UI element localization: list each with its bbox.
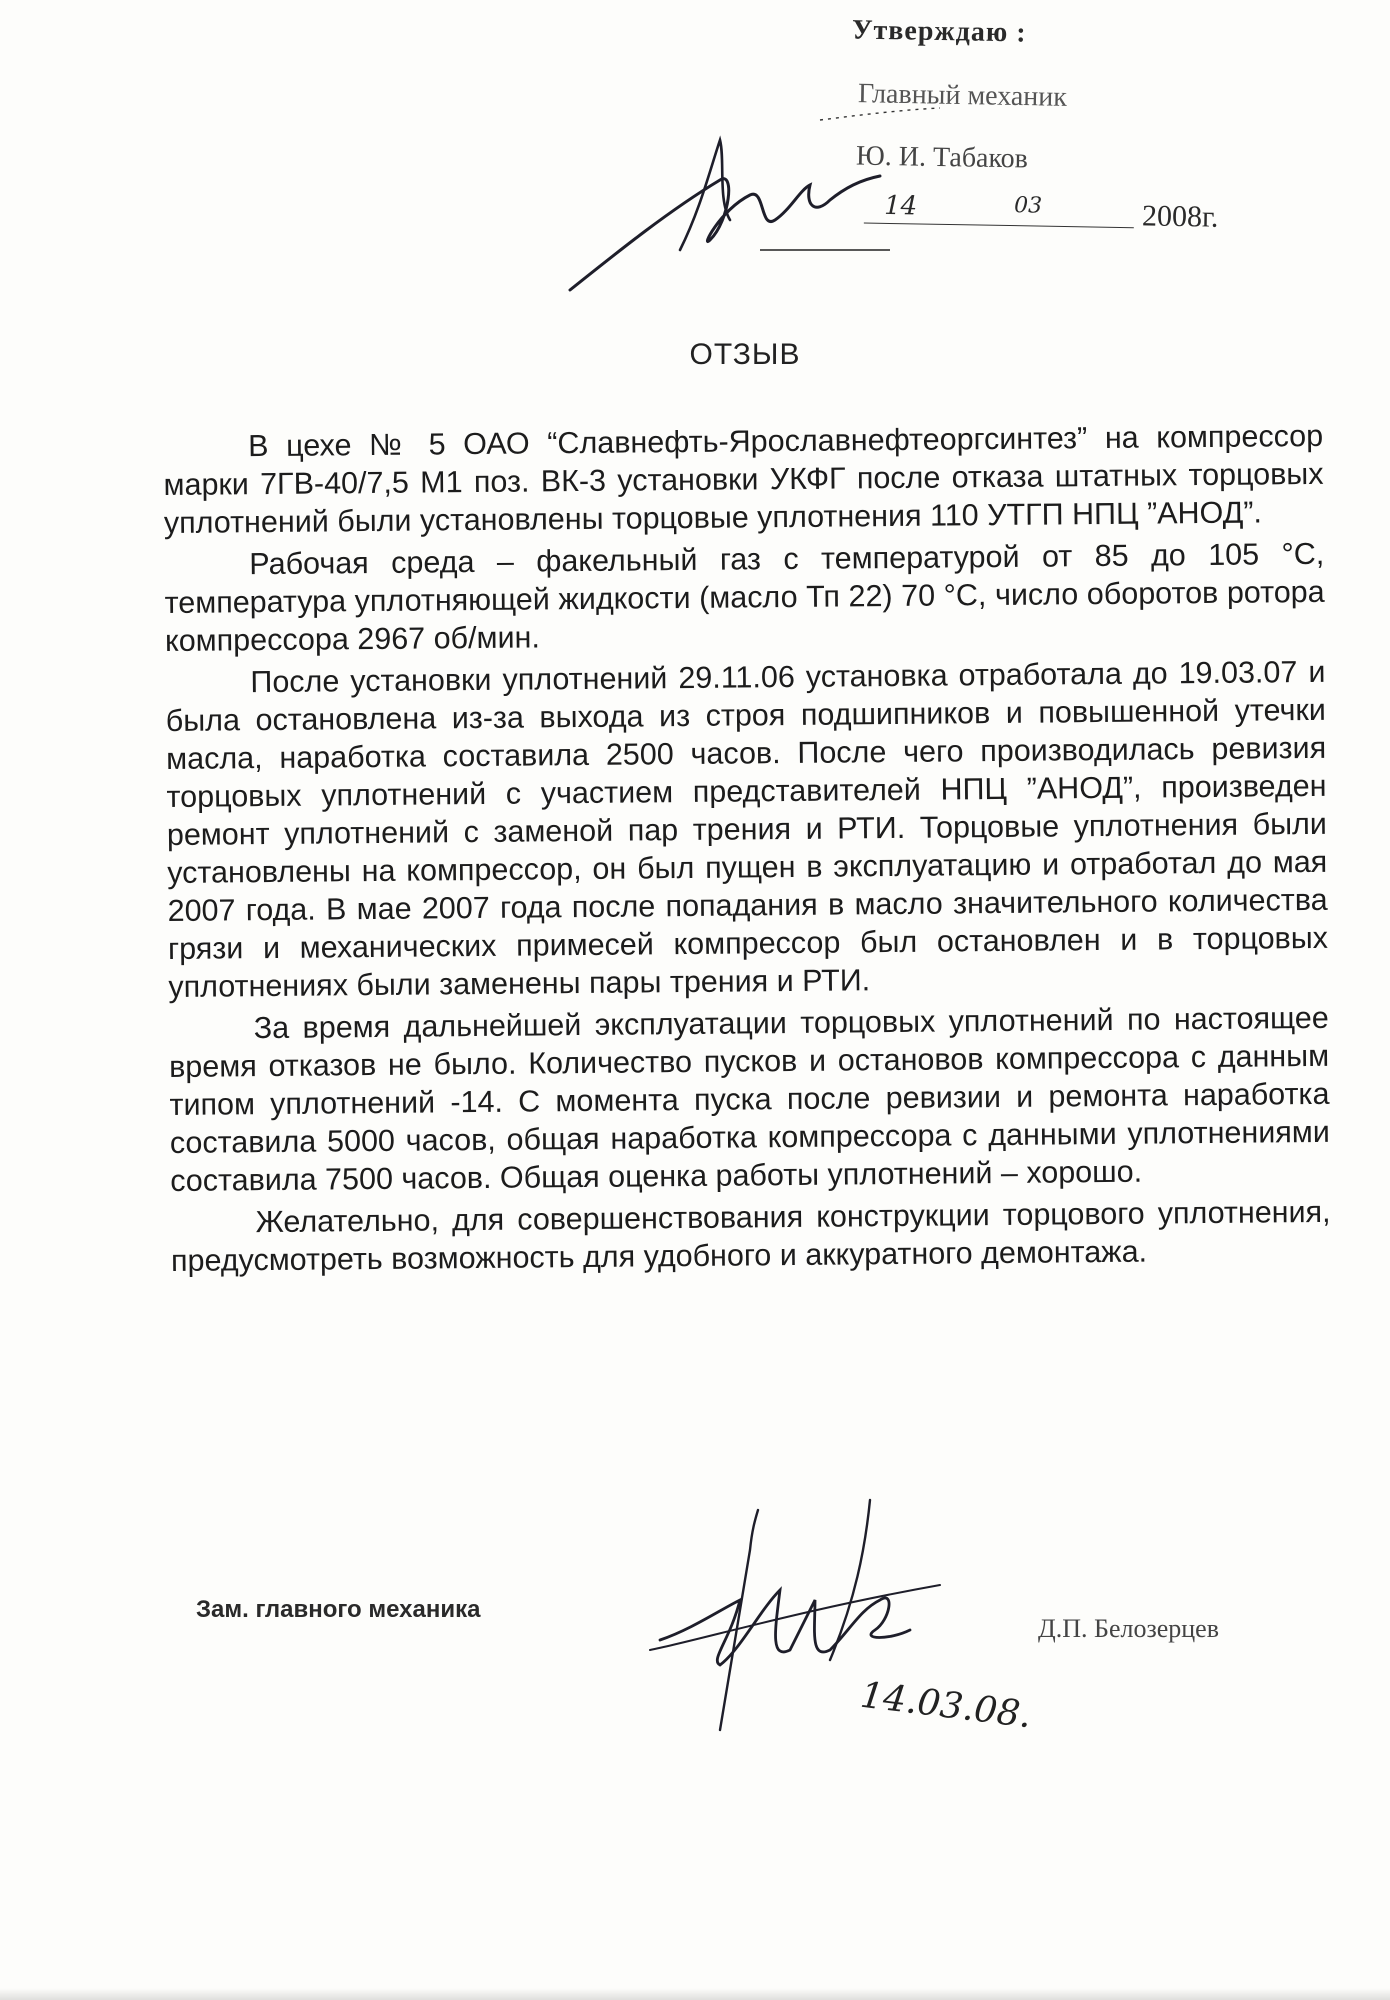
signer-name: Д.П. Белозерцев — [1038, 1614, 1219, 1643]
approval-date — [864, 190, 1265, 240]
paragraph-3: После установки уплотнений 29.11.06 установка отработала до 19.03.07 и была остановлена из-за выхода из строя подшипников и повышенной утечки масла, наработка составила 2500 часов. После чего производилась ревизия торцовых уплотнений с участием представителей НПЦ ”АНОД”, произведен ремонт уплотнений с заменой пар трения и РТИ. Торцовые уплотнения были установлены на компрессор, он был пущен в эксплуатацию и отработал до мая 2007 года. В мае 2007 года после попадания в масло значительного количества грязи и механических примесей компрессор был остановлен и в торцовых уплотнениях были заменены пары трения и РТИ. — [165, 654, 1329, 1004]
signer-date: 14.03.08. — [858, 1674, 1034, 1737]
approval-date-year: 2008г. — [1141, 199, 1219, 234]
approval-date-day: 14 — [883, 190, 918, 222]
approver-position: Главный механик — [857, 78, 1068, 113]
paragraph-4: За время дальнейшей эксплуатации торцовых уплотнений по настоящее время отказов не было. Количество пусков и остановов компрессора с данным типом уплотнений -14. С момента пуска после ревизии и ремонта наработка составила 5000 часов, общая наработка компрессора с данными уплотнениями составила 7500 часов. Общая оценка работы уплотнений – хорошо. — [168, 1000, 1330, 1198]
document-body — [163, 417, 1331, 1284]
signer-position: Зам. главного механика — [196, 1596, 481, 1623]
approver-name: Ю. И. Табаков — [855, 140, 1029, 175]
approval-date-line — [864, 223, 1134, 229]
scan-edge-shadow — [0, 1988, 1390, 2000]
approval-date-month: 03 — [1013, 193, 1043, 219]
paragraph-2: Рабочая среда – факельный газ с температурой от 85 до 105 °С, температура уплотняющей жидкости (масло Тп 22) 70 °С, число оборотов ротора компрессора 2967 об/мин. — [164, 536, 1325, 658]
paragraph-1: В цехе № 5 ОАО “Славнефть-Ярославнефтеоргсинтез” на компрессор марки 7ГВ-40/7,5 М1 поз. ВК-3 установки УКФГ после отказа штатных торцовых уплотнений были установлены торцовые уплотнения 110 УТГП НПЦ ”АНОД”. — [163, 418, 1324, 540]
paragraph-5: Желательно, для совершенствования конструкции торцового уплотнения, предусмотреть возможность для удобного и аккуратного демонтажа. — [170, 1194, 1331, 1278]
approval-title: Утверждаю : — [851, 14, 1027, 49]
document-title: ОТЗЫВ — [689, 338, 801, 371]
signer-block — [196, 1590, 1296, 1690]
